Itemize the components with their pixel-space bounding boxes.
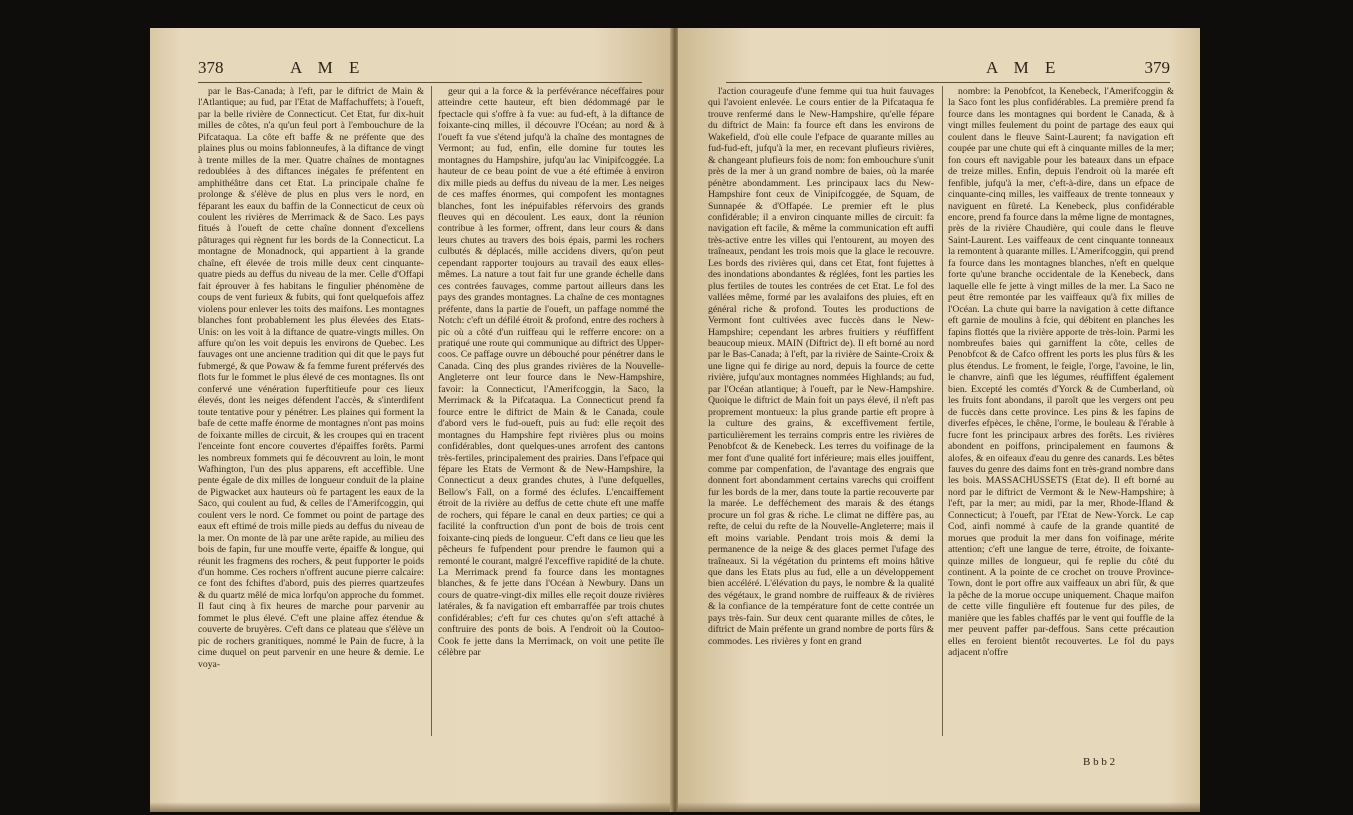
column-text: l'action courageufe d'une femme qui tua huit fauvages qui l'avoient enlevée. Le cours entier de la Pifcataqua fe trouve renfermé dans le New-Hampshire, qu'elle fépare du diftrict de Main: fa fource eft dans les environs de Wakefield, d'où elle coule l'efpace de quarante milles au fud-fud-eft, jufqu'à la mer, en recevant plufieurs rivières, & changeant plufieurs fois de nom: fon embouchure s'unit près de la mer à un grand nombre de baies, où la marée pénètre abondamment. Les principaux lacs du New-Hampshire font ceux de Vinipifcoggée, de Squam, de Sunnapée & d'Offapée. Le premier eft le plus confidérable; il a environ cinquante milles de circuit: fa navigation eft facile, & même la communication eft auffi très-active entre les villes qui l'entourent, au moyen des traîneaux, pendant les trois mois que la glace le recouvre. Les bords des rivières qui, dans cet Etat, font fujettes à des inondations abondantes & réglées, font les parties les plus fertiles de toutes les contrées de cet Etat. Le fol des vallées même, formé par les avalaifons des pluies, eft en général riche & profond. Toutes les productions de Vermont font cultivées avec fuccès dans le New-Hampshire; cependant les arbres fruitiers y réuffiffent beaucoup mieux. MAIN (Diftrict de). Il eft borné au nord par le Bas-Canada; à l'eft, par la rivière de Sainte-Croix & une ligne qui fe dirige au nord, depuis la fource de cette rivière, jufqu'aux montagnes nommées Highlands; au fud, par l'Océan atlantique; à l'oueft, par le New-Hampshire. Quoique le diftrict de Main foit un pays élevé, il n'eft pas proprement montueux: la plus grande partie eft propre à la culture des grains, & exceffivement fertile, particulièrement les terrains compris entre les rivières de Penobfcot & de Kenebeck. Les terres du voifinage de la mer font d'une qualité fort inférieure; mais elles jouiffent, comme par compenfation, de l'avantage des engrais que donnent fort abondamment certains varechs qui croiffent fur les bords de la mer, dans toute la partie recouverte par la marée. Le defféchement des marais & des étangs procure un fol gras & riche. Le climat ne diffère pas, au refte, de celui du refte de la Nouvelle-Angleterre; mais il eft moins variable. Pendant trois mois & demi la permanence de la neige & des glaces permet l'ufage des traîneaux. Si la végétation du printems eft moins hâtive que dans les Etats plus au fud, elle a un développement bien accéléré. L'élévation du pays, le nombre & la qualité des végétaux, le grand nombre de ruiffeaux & de rivières & la confiance de la température font de cette contrée un pays très-fain. Sur deux cent quarante milles de côtes, le diftrict de Main préfente un grand nombre de ports fûrs & commodes. Les rivières y font en grand <box>708 86 934 647</box>
left-page-column-2 <box>438 86 664 659</box>
page-number: 378 <box>198 58 224 77</box>
column-divider <box>942 86 943 736</box>
left-page-header <box>198 58 642 80</box>
header-rule <box>726 82 1170 83</box>
column-text: geur qui a la force & la perfévérance néceffaires pour atteindre cette hauteur, eft bien dédommagé par le fpectacle qui s'offre à fa vue: au fud-eft, à la diftance de foixante-cinq milles, il découvre l'Océan; au nord & à l'oueft fa vue s'étend jufqu'à la chaîne des montagnes de Vermont; au fud, enfin, elle domine fur toutes les montagnes du Hampshire, jufqu'au lac Vinipifcoggée. La hauteur de ce beau point de vue a été eftimée à environ dix mille pieds au deffus du niveau de la mer. Les neiges de ces maffes énormes, qui compofent les montagnes blanches, font les inépuifables réfervoirs des grands fleuves qui en découlent. Les eaux, dont la réunion contribue à les former, offrent, dans leur cours & dans leurs chutes au travers des bois épais, parmi les rochers culbutés & déplacés, mille accidens divers, qu'on peut cependant rapporter toujours au travail des eaux elles-mêmes. La nature a tout fait fur une grande échelle dans ces contrées fauvages, comme partout ailleurs dans les pays des grandes montagnes. La chaîne de ces montagnes préfente, dans la partie de l'oueft, un paffage nommé the Notch: c'eft un défilé étroit & profond, entre des rochers à pic où a côté d'un ruiffeau qui le refferre encore: on a pratiqué une route qui communique au diftrict des Upper-coos. Ce paffage ouvre un débouché pour pénétrer dans le Canada. Cinq des plus grandes rivières de la Nouvelle-Angleterre ont leur fource dans le New-Hampshire, favoir: la Connecticut, l'Amerifcoggin, la Saco, la Merrimack & la Pifcataqua. La Connecticut prend fa fource entre le diftrict de Main & le Canada, coule d'abord vers le fud-oueft, puis au fud: elle reçoit des montagnes du Hampshire fept rivières plus ou moins confidérables, dont quelques-unes arrofent des cantons très-fertiles, principalement des prairies. Dans l'efpace qui fépare les Etats de Vermont & de New-Hampshire, la Connecticut a deux grandes chutes, à l'une defquelles, Bellow's Fall, on a formé des éclufes. L'encaiffement étroit de la rivière au deffus de cette chute eft une maffe de rochers, qui fépare le canal en deux parties; ce qui a facilité la conftruction d'un pont de bois de trois cent foixante-cinq pieds de longueur. C'eft dans ce lieu que les pêcheurs fe fufpendent pour prendre le faumon qui a remonté le courant, malgré l'exceffive rapidité de la chute. La Merrimack prend fa fource dans les montagnes blanches, & fe jette dans l'Océan à Newbury. Dans un cours de quatre-vingt-dix milles elle reçoit douze rivières latérales, & fa navigation eft embarraffée par trois chutes confidérables; c'eft fur ces chutes qu'on s'eft attaché à conftruire des ponts de bois. A l'endroit où la Coutoo-Cook fe jette dans la Merrimack, on voit une petite île célèbre par <box>438 86 664 659</box>
running-head: A M E <box>290 58 366 77</box>
column-text: par le Bas-Canada; à l'eft, par le diftrict de Main & l'Atlantique; au fud, par l'Etat de Maffachuffets; à l'oueft, par la belle rivière de Connecticut. Cet Etat, fur dix-huit milles de côtes, n'a qu'un feul port à l'embouchure de la Pifcataqua. La côte eft baffe & ne préfente que des plaines plus ou moins fablonneufes, à la diftance de vingt à trente milles de la mer. Quatre chaînes de montagnes redoublées à des diftances inégales fe préfentent en amphithéâtre dans cet Etat. La principale chaîne fe prolonge & s'élève de plus en plus vers le nord, en féparant les eaux du baffin de la Connecticut de ceux où coulent les rivières de Merrimack & de Saco. Les pays fitués à l'oueft de cette chaîne donnent d'excellens pâturages qui règnent fur les bords de la Connecticut. La montagne de Monadnock, qui appartient à la grande chaîne, eft élevée de trois mille deux cent cinquante-quatre pieds au deffus du niveau de la mer. Celle d'Offapi fait éprouver à fes habitans le fingulier phénomène de coups de vent furieux & fubits, qui font quelquefois affez violens pour enlever les toits des maifons. Les montagnes blanches font probablement les plus élevées des Etats-Unis: on les voit à la diftance de quatre-vingts milles. On affure qu'on les voit depuis les environs de Quebec. Les fauvages ont une ancienne tradition qui dit que le pays fut fubmergé, & que Powaw & fa femme furent préfervés des flots fur le fommet le plus élevé de ces montagnes. Ils ont confervé une vénération fuperftitieufe pour ces lieux élevés, dont les neiges défendent l'accès, & s'interdifent toute tentative pour y pénétrer. Les plaines qui forment la bafe de cette maffe énorme de montagnes n'ont pas moins de foixante milles de circuit, & les croupes qui en tracent l'enceinte font encore couvertes d'épaiffes forêts. Parmi les nombreux fommets qui fe découvrent au loin, le mont Wafhington, l'un des plus apparens, eft acceffible. Une pente égale de dix milles de longueur conduit de la plaine de Pigwacket aux hauteurs où fe partagent les eaux de la Saco, qui coulent au fud, & celles de l'Amerifcoggin, qui coulent vers le nord. Ce fommet ou point de partage des eaux eft eftimé de trois mille pieds au deffus du niveau de la mer. On monte de là par une arête rapide, au milieu des bois de fapin, fur une mouffe verte, épaiffe & longue, qui réunit les fragmens des rochers, & peut fupporter le poids d'un homme. Ces rochers n'offrent aucune pierre calcaire: ce font des fchiftes d'abord, puis des pierres quartzeufes & du quartz mêlé de mica lorfqu'on approche du fommet. Il faut cinq à fix heures de marche pour parvenir au fommet le plus élevé. C'eft une plaine affez étendue & couverte de bruyères. C'eft dans ce plateau que s'élève un pic de rochers granitiques, nommé le Pain de fucre, à la cime duquel on peut parvenir en une heure & demie. Le voya- <box>198 86 424 670</box>
left-page-column-1 <box>198 86 424 670</box>
right-page-column-2 <box>948 86 1174 659</box>
left-page <box>150 28 672 812</box>
book-spread <box>150 28 1200 812</box>
running-head: A M E <box>986 58 1062 77</box>
right-page <box>678 28 1200 812</box>
signature-mark: B b b 2 <box>1083 756 1116 768</box>
page-shadow <box>678 802 1200 812</box>
page-number: 379 <box>1144 58 1170 77</box>
column-text: nombre: la Penobfcot, la Kenebeck, l'Amerifcoggin & la Saco font les plus confidérables. La première prend fa fource dans les montagnes qui bordent le Canada, & à vingt milles feulement du point de partage des eaux qui coulent dans le fleuve Saint-Laurent; fa navigation eft coupée par une chute qui eft à cinquante milles de la mer; fon cours eft navigable pour les bateaux dans un efpace de treize milles. Enfin, depuis l'endroit où la marée eft fenfible, jufqu'à la mer, c'eft-à-dire, dans un efpace de cinquante-cinq milles, les vaiffeaux de trente tonneaux y naviguent en fûreté. La Kenebeck, plus confidérable encore, prend fa fource dans la même ligne de montagnes, près de la rivière Chaudière, qui coule dans le fleuve Saint-Laurent. Les vaiffeaux de cent cinquante tonneaux la remontent à quarante milles. L'Amerifcoggin, qui prend fa fource dans les montagnes blanches, n'eft en quelque forte qu'une branche occidentale de la Kenebeck, dans laquelle elle fe jette à vingt milles de la mer. La Saco ne peut être remontée par les vaiffeaux qu'à fix milles de l'Océan. La chute qui barre la navigation à cette diftance eft garnie de moulins à fcie, qui débitent en planches les fapins flottés que la rivière apporte de très-loin. Parmi les nombreufes baies qui garniffent la côte, celles de Penobfcot & de Cafco offrent les ports les plus fûrs & les plus étendus. Le froment, le feigle, l'orge, l'avoine, le lin, le chanvre, ainfi que les légumes, réuffiffent également bien. Excepté les comtés d'Yorck & de Cumberland, où les fruits font abondans, il paroît que les vergers ont peu de fuccès dans cette province. Les pins & les fapins de diverfes efpèces, le chêne, l'orme, le bouleau & l'érable à fucre font les principaux arbres des forêts. Les rivières abondent en poiffons, principalement en faumons & alofes, & en oifeaux d'eau du genre des canards. Les bêtes fauves du genre des daims font en très-grand nombre dans les bois. MASSACHUSSETS (Etat de). Il eft borné au nord par le diftrict de Vermont & le New-Hampshire; à l'eft, par la mer; au midi, par la mer, Rhode-Ifland & Connecticut; à l'oueft, par l'Etat de New-Yorck. Le cap Cod, ainfi nommé à caufe de la grande quantité de morues que produit la mer dans fon voifinage, mérite attention; c'eft une langue de terre, étroite, de foixante-quinze milles de longueur, qui fe replie du côté du continent. A la pointe de ce crochet on trouve Province-Town, dont le port offre aux vaiffeaux un abri fûr, & que la pêche de la morue occupe uniquement. Chaque maifon de cette ville fingulière eft foutenue fur des piles, de manière que les fables chaffés par le vent qui fouffle de la mer peuvent paffer par-deffous. Sans cette précaution elles en feroient bientôt recouvertes. Le fol du pays adjacent n'offre <box>948 86 1174 659</box>
header-rule <box>198 82 642 83</box>
page-shadow <box>150 802 672 812</box>
column-divider <box>431 86 432 736</box>
right-page-header <box>726 58 1170 80</box>
right-page-column-1 <box>708 86 934 647</box>
